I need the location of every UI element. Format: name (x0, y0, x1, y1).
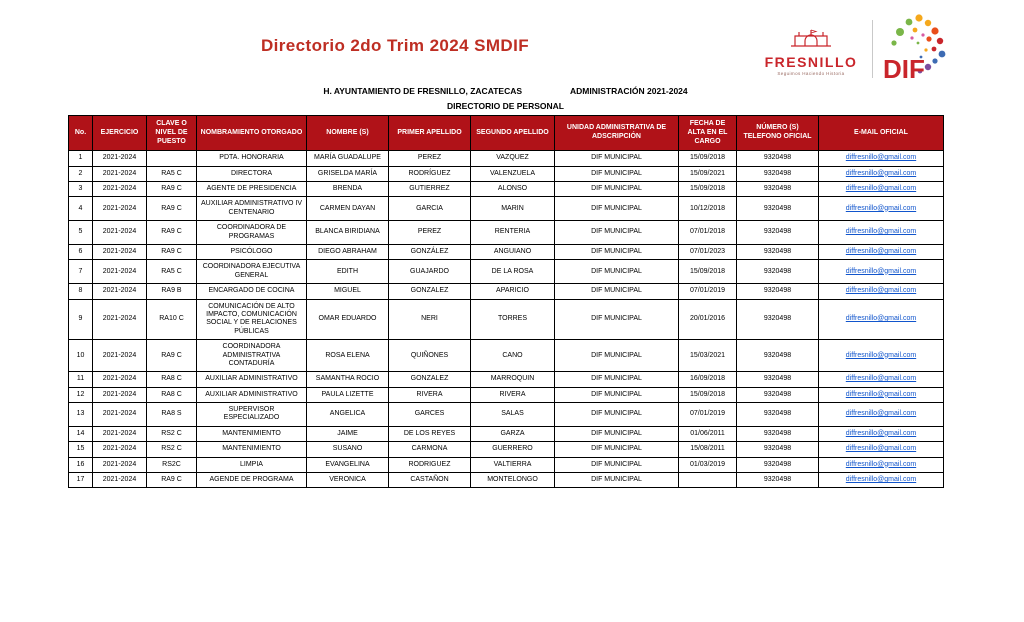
email-link[interactable]: diffresnillo@gmail.com (845, 375, 917, 383)
cell-clave-puesto: RA8 C (147, 372, 197, 387)
cell-ejercicio: 2021-2024 (93, 166, 147, 181)
personnel-directory-table (68, 115, 944, 488)
cell-fecha-alta: 15/09/2018 (679, 387, 737, 402)
cell-email (819, 284, 944, 299)
cell-unidad-adscripcion: DIF MUNICIPAL (555, 151, 679, 166)
cell-nombre: EVANGELINA (307, 457, 389, 472)
cell-email (819, 221, 944, 245)
cell-telefono: 9320498 (737, 260, 819, 284)
cell-no: 15 (69, 442, 93, 457)
cell-telefono: 9320498 (737, 151, 819, 166)
table-row (69, 182, 944, 197)
cell-ejercicio: 2021-2024 (93, 299, 147, 340)
cell-ejercicio: 2021-2024 (93, 284, 147, 299)
table-row (69, 299, 944, 340)
cell-email (819, 340, 944, 372)
cell-clave-puesto: RA9 B (147, 284, 197, 299)
cell-segundo-apellido: TORRES (471, 299, 555, 340)
cell-primer-apellido: GONZALEZ (389, 284, 471, 299)
cell-segundo-apellido: RENTERIA (471, 221, 555, 245)
column-header-fecha-alta: FECHA DE ALTA EN EL CARGO (679, 116, 737, 151)
cell-segundo-apellido: VALENZUELA (471, 166, 555, 181)
cell-ejercicio: 2021-2024 (93, 221, 147, 245)
table-row (69, 403, 944, 427)
cell-no: 4 (69, 197, 93, 221)
cell-telefono: 9320498 (737, 457, 819, 472)
table-row (69, 244, 944, 259)
table-row (69, 442, 944, 457)
cell-fecha-alta: 01/03/2019 (679, 457, 737, 472)
column-header-nombre: NOMBRE (S) (307, 116, 389, 151)
cell-segundo-apellido: MARROQUIN (471, 372, 555, 387)
cell-nombre: SAMANTHA ROCIO (307, 372, 389, 387)
cell-email (819, 426, 944, 441)
cell-ejercicio: 2021-2024 (93, 403, 147, 427)
cell-email (819, 299, 944, 340)
cell-segundo-apellido: APARICIO (471, 284, 555, 299)
table-row (69, 284, 944, 299)
cell-segundo-apellido: RIVERA (471, 387, 555, 402)
cell-fecha-alta: 15/08/2011 (679, 442, 737, 457)
cell-telefono: 9320498 (737, 387, 819, 402)
cell-nombramiento: ENCARGADO DE COCINA (197, 284, 307, 299)
cell-telefono: 9320498 (737, 340, 819, 372)
cell-nombre: ROSA ELENA (307, 340, 389, 372)
dif-wordmark: DIF (883, 54, 925, 84)
column-header-segundo-apellido: SEGUNDO APELLIDO (471, 116, 555, 151)
cell-ejercicio: 2021-2024 (93, 372, 147, 387)
table-row (69, 166, 944, 181)
cell-fecha-alta: 07/01/2018 (679, 221, 737, 245)
cell-fecha-alta: 15/09/2018 (679, 151, 737, 166)
cell-unidad-adscripcion: DIF MUNICIPAL (555, 442, 679, 457)
cell-nombramiento: LIMPIA (197, 457, 307, 472)
cell-unidad-adscripcion: DIF MUNICIPAL (555, 403, 679, 427)
cell-fecha-alta: 07/01/2019 (679, 284, 737, 299)
cell-ejercicio: 2021-2024 (93, 260, 147, 284)
fresnillo-logo (760, 26, 862, 76)
cell-primer-apellido: GUAJARDO (389, 260, 471, 284)
cell-segundo-apellido: SALAS (471, 403, 555, 427)
cell-primer-apellido: RIVERA (389, 387, 471, 402)
cell-ejercicio: 2021-2024 (93, 151, 147, 166)
cell-segundo-apellido: VAZQUEZ (471, 151, 555, 166)
cell-unidad-adscripcion: DIF MUNICIPAL (555, 182, 679, 197)
cell-primer-apellido: GARCIA (389, 197, 471, 221)
cell-telefono: 9320498 (737, 426, 819, 441)
cell-telefono: 9320498 (737, 221, 819, 245)
cell-nombre: ANGELICA (307, 403, 389, 427)
cell-nombre: SUSANO (307, 442, 389, 457)
cell-nombramiento: AUXILIAR ADMINISTRATIVO (197, 387, 307, 402)
cell-clave-puesto: RA9 C (147, 221, 197, 245)
email-link[interactable]: diffresnillo@gmail.com (845, 204, 917, 212)
cell-email (819, 387, 944, 402)
cell-unidad-adscripcion: DIF MUNICIPAL (555, 473, 679, 488)
cell-clave-puesto: RA9 C (147, 197, 197, 221)
logo-divider (872, 20, 873, 78)
column-header-clave-puesto: CLAVE O NIVEL DE PUESTO (147, 116, 197, 151)
cell-fecha-alta: 15/09/2018 (679, 182, 737, 197)
cell-no: 17 (69, 473, 93, 488)
cell-nombre: OMAR EDUARDO (307, 299, 389, 340)
cell-primer-apellido: RODRÍGUEZ (389, 166, 471, 181)
cell-nombramiento: MANTENIMIENTO (197, 442, 307, 457)
cell-segundo-apellido: ANGUIANO (471, 244, 555, 259)
cell-unidad-adscripcion: DIF MUNICIPAL (555, 426, 679, 441)
cell-telefono: 9320498 (737, 442, 819, 457)
cell-clave-puesto: RA9 C (147, 473, 197, 488)
column-header-telefono: NÚMERO (S) TELEFONO OFICIAL (737, 116, 819, 151)
cell-email (819, 260, 944, 284)
cell-primer-apellido: CARMONA (389, 442, 471, 457)
table-row (69, 151, 944, 166)
cell-telefono: 9320498 (737, 182, 819, 197)
cell-no: 2 (69, 166, 93, 181)
column-header-no: No. (69, 116, 93, 151)
cell-primer-apellido: GONZÁLEZ (389, 244, 471, 259)
cell-nombramiento: COORDINADORA ADMINISTRATIVA CONTADURÍA (197, 340, 307, 372)
cell-nombramiento: DIRECTORA (197, 166, 307, 181)
cell-nombre: VERONICA (307, 473, 389, 488)
cell-segundo-apellido: CANO (471, 340, 555, 372)
email-link[interactable]: diffresnillo@gmail.com (845, 476, 917, 484)
cell-email (819, 442, 944, 457)
cell-ejercicio: 2021-2024 (93, 244, 147, 259)
table-row (69, 260, 944, 284)
cell-primer-apellido: GONZALEZ (389, 372, 471, 387)
cell-primer-apellido: PEREZ (389, 221, 471, 245)
cell-no: 13 (69, 403, 93, 427)
cell-nombre: CARMEN DAYAN (307, 197, 389, 221)
cell-unidad-adscripcion: DIF MUNICIPAL (555, 197, 679, 221)
cell-clave-puesto: RS2 C (147, 426, 197, 441)
cell-unidad-adscripcion: DIF MUNICIPAL (555, 244, 679, 259)
cell-fecha-alta: 10/12/2018 (679, 197, 737, 221)
cell-unidad-adscripcion: DIF MUNICIPAL (555, 340, 679, 372)
table-row (69, 197, 944, 221)
cell-clave-puesto: RS2 C (147, 442, 197, 457)
subtitle-line (68, 86, 943, 96)
cell-fecha-alta: 15/09/2021 (679, 166, 737, 181)
page-title: Directorio 2do Trim 2024 SMDIF (260, 36, 529, 55)
table-title: DIRECTORIO DE PERSONAL (447, 101, 564, 111)
cell-clave-puesto: RA5 C (147, 166, 197, 181)
table-row (69, 372, 944, 387)
email-link[interactable]: diffresnillo@gmail.com (845, 390, 917, 398)
email-link[interactable]: diffresnillo@gmail.com (845, 460, 917, 468)
cell-unidad-adscripcion: DIF MUNICIPAL (555, 387, 679, 402)
email-link[interactable]: diffresnillo@gmail.com (845, 351, 917, 359)
cell-segundo-apellido: GARZA (471, 426, 555, 441)
cell-email (819, 473, 944, 488)
cell-unidad-adscripcion: DIF MUNICIPAL (555, 457, 679, 472)
subtitle-administracion: ADMINISTRACIÓN 2021-2024 (570, 86, 688, 96)
cell-clave-puesto: RA10 C (147, 299, 197, 340)
table-row (69, 457, 944, 472)
cell-no: 10 (69, 340, 93, 372)
column-header-email: E-MAIL OFICIAL (819, 116, 944, 151)
cell-telefono: 9320498 (737, 197, 819, 221)
cell-clave-puesto (147, 151, 197, 166)
cell-primer-apellido: DE LOS REYES (389, 426, 471, 441)
cell-email (819, 372, 944, 387)
cell-clave-puesto: RA9 C (147, 244, 197, 259)
cell-primer-apellido: RODRIGUEZ (389, 457, 471, 472)
cell-email (819, 403, 944, 427)
cell-nombramiento: COORDINADORA EJECUTIVA GENERAL (197, 260, 307, 284)
cell-telefono: 9320498 (737, 473, 819, 488)
cell-nombramiento: PDTA. HONORARIA (197, 151, 307, 166)
column-header-unidad-adscripcion: UNIDAD ADMINISTRATIVA DE ADSCRIPCIÓN (555, 116, 679, 151)
cell-primer-apellido: PEREZ (389, 151, 471, 166)
cell-segundo-apellido: GUERRERO (471, 442, 555, 457)
cell-email (819, 244, 944, 259)
cell-ejercicio: 2021-2024 (93, 457, 147, 472)
cell-telefono: 9320498 (737, 299, 819, 340)
cell-nombramiento: AUXILIAR ADMINISTRATIVO IV CENTENARIO (197, 197, 307, 221)
cell-ejercicio: 2021-2024 (93, 197, 147, 221)
email-link[interactable]: diffresnillo@gmail.com (845, 169, 917, 177)
cell-clave-puesto: RA8 S (147, 403, 197, 427)
email-link[interactable]: diffresnillo@gmail.com (845, 247, 917, 255)
cell-nombre: PAULA LIZETTE (307, 387, 389, 402)
cell-nombre: MIGUEL (307, 284, 389, 299)
cell-primer-apellido: QUIÑONES (389, 340, 471, 372)
column-header-ejercicio: EJERCICIO (93, 116, 147, 151)
cell-email (819, 166, 944, 181)
email-link[interactable]: diffresnillo@gmail.com (845, 228, 917, 236)
cell-email (819, 197, 944, 221)
cell-primer-apellido: GUTIERREZ (389, 182, 471, 197)
cell-no: 6 (69, 244, 93, 259)
cell-clave-puesto: RA9 C (147, 340, 197, 372)
column-header-nombramiento: NOMBRAMIENTO OTORGADO (197, 116, 307, 151)
cell-clave-puesto: RA5 C (147, 260, 197, 284)
cell-nombramiento: AGENTE DE PRESIDENCIA (197, 182, 307, 197)
cell-segundo-apellido: MARIN (471, 197, 555, 221)
table-row (69, 221, 944, 245)
dif-tree-icon (882, 10, 954, 86)
cell-no: 8 (69, 284, 93, 299)
cell-unidad-adscripcion: DIF MUNICIPAL (555, 372, 679, 387)
cell-nombre: GRISELDA MARÍA (307, 166, 389, 181)
cell-fecha-alta (679, 473, 737, 488)
cell-telefono: 9320498 (737, 284, 819, 299)
cell-nombre: EDITH (307, 260, 389, 284)
cell-nombramiento: MANTENIMIENTO (197, 426, 307, 441)
table-row (69, 426, 944, 441)
column-header-primer-apellido: PRIMER APELLIDO (389, 116, 471, 151)
cell-telefono: 9320498 (737, 244, 819, 259)
table-row (69, 387, 944, 402)
cell-clave-puesto: RA8 C (147, 387, 197, 402)
fresnillo-building-icon (787, 26, 835, 48)
cell-segundo-apellido: VALTIERRA (471, 457, 555, 472)
cell-nombre: BLANCA BIRIDIANA (307, 221, 389, 245)
table-header-row (69, 116, 944, 151)
cell-no: 11 (69, 372, 93, 387)
cell-email (819, 182, 944, 197)
cell-ejercicio: 2021-2024 (93, 182, 147, 197)
cell-fecha-alta: 07/01/2019 (679, 403, 737, 427)
cell-nombramiento: SUPERVISOR ESPECIALIZADO (197, 403, 307, 427)
fresnillo-wordmark: FRESNILLO (764, 54, 858, 70)
cell-fecha-alta: 16/09/2018 (679, 372, 737, 387)
cell-telefono: 9320498 (737, 372, 819, 387)
cell-telefono: 9320498 (737, 166, 819, 181)
cell-ejercicio: 2021-2024 (93, 473, 147, 488)
cell-ejercicio: 2021-2024 (93, 426, 147, 441)
cell-unidad-adscripcion: DIF MUNICIPAL (555, 166, 679, 181)
cell-nombramiento: COORDINADORA DE PROGRAMAS (197, 221, 307, 245)
cell-ejercicio: 2021-2024 (93, 340, 147, 372)
cell-primer-apellido: GARCES (389, 403, 471, 427)
cell-no: 16 (69, 457, 93, 472)
cell-unidad-adscripcion: DIF MUNICIPAL (555, 299, 679, 340)
email-link[interactable]: diffresnillo@gmail.com (845, 185, 917, 193)
cell-segundo-apellido: MONTELONGO (471, 473, 555, 488)
cell-email (819, 151, 944, 166)
cell-unidad-adscripcion: DIF MUNICIPAL (555, 284, 679, 299)
cell-nombramiento: AGENDE DE PROGRAMA (197, 473, 307, 488)
cell-email (819, 457, 944, 472)
cell-nombre: MARÍA GUADALUPE (307, 151, 389, 166)
cell-fecha-alta: 01/06/2011 (679, 426, 737, 441)
cell-no: 12 (69, 387, 93, 402)
cell-no: 9 (69, 299, 93, 340)
email-link[interactable]: diffresnillo@gmail.com (845, 429, 917, 437)
cell-segundo-apellido: ALONSO (471, 182, 555, 197)
cell-nombre: DIEGO ABRAHAM (307, 244, 389, 259)
cell-telefono: 9320498 (737, 403, 819, 427)
cell-ejercicio: 2021-2024 (93, 387, 147, 402)
cell-no: 14 (69, 426, 93, 441)
cell-no: 1 (69, 151, 93, 166)
email-link[interactable]: diffresnillo@gmail.com (845, 154, 917, 162)
cell-nombramiento: PSICÓLOGO (197, 244, 307, 259)
email-link[interactable]: diffresnillo@gmail.com (845, 410, 917, 418)
cell-clave-puesto: RA9 C (147, 182, 197, 197)
cell-no: 7 (69, 260, 93, 284)
email-link[interactable]: diffresnillo@gmail.com (845, 445, 917, 453)
cell-nombramiento: AUXILIAR ADMINISTRATIVO (197, 372, 307, 387)
cell-nombre: JAIME (307, 426, 389, 441)
cell-primer-apellido: CASTAÑON (389, 473, 471, 488)
email-link[interactable]: diffresnillo@gmail.com (845, 287, 917, 295)
dif-logo (882, 10, 954, 86)
table-row (69, 473, 944, 488)
subtitle-ayuntamiento: H. AYUNTAMIENTO DE FRESNILLO, ZACATECAS (323, 86, 523, 96)
cell-no: 3 (69, 182, 93, 197)
cell-primer-apellido: NERI (389, 299, 471, 340)
email-link[interactable]: diffresnillo@gmail.com (845, 267, 917, 275)
table-row (69, 340, 944, 372)
cell-clave-puesto: RS2C (147, 457, 197, 472)
email-link[interactable]: diffresnillo@gmail.com (845, 315, 917, 323)
cell-nombre: BRENDA (307, 182, 389, 197)
cell-fecha-alta: 20/01/2016 (679, 299, 737, 340)
cell-fecha-alta: 15/03/2021 (679, 340, 737, 372)
cell-no: 5 (69, 221, 93, 245)
cell-fecha-alta: 15/09/2018 (679, 260, 737, 284)
cell-fecha-alta: 07/01/2023 (679, 244, 737, 259)
cell-ejercicio: 2021-2024 (93, 442, 147, 457)
cell-unidad-adscripcion: DIF MUNICIPAL (555, 221, 679, 245)
cell-nombramiento: COMUNICACIÓN DE ALTO IMPACTO, COMUNICACIÓN SOCIAL Y DE RELACIONES PÚBLICAS (197, 299, 307, 340)
cell-unidad-adscripcion: DIF MUNICIPAL (555, 260, 679, 284)
cell-segundo-apellido: DE LA ROSA (471, 260, 555, 284)
fresnillo-tagline: Seguimos Haciendo Historia (777, 71, 845, 76)
